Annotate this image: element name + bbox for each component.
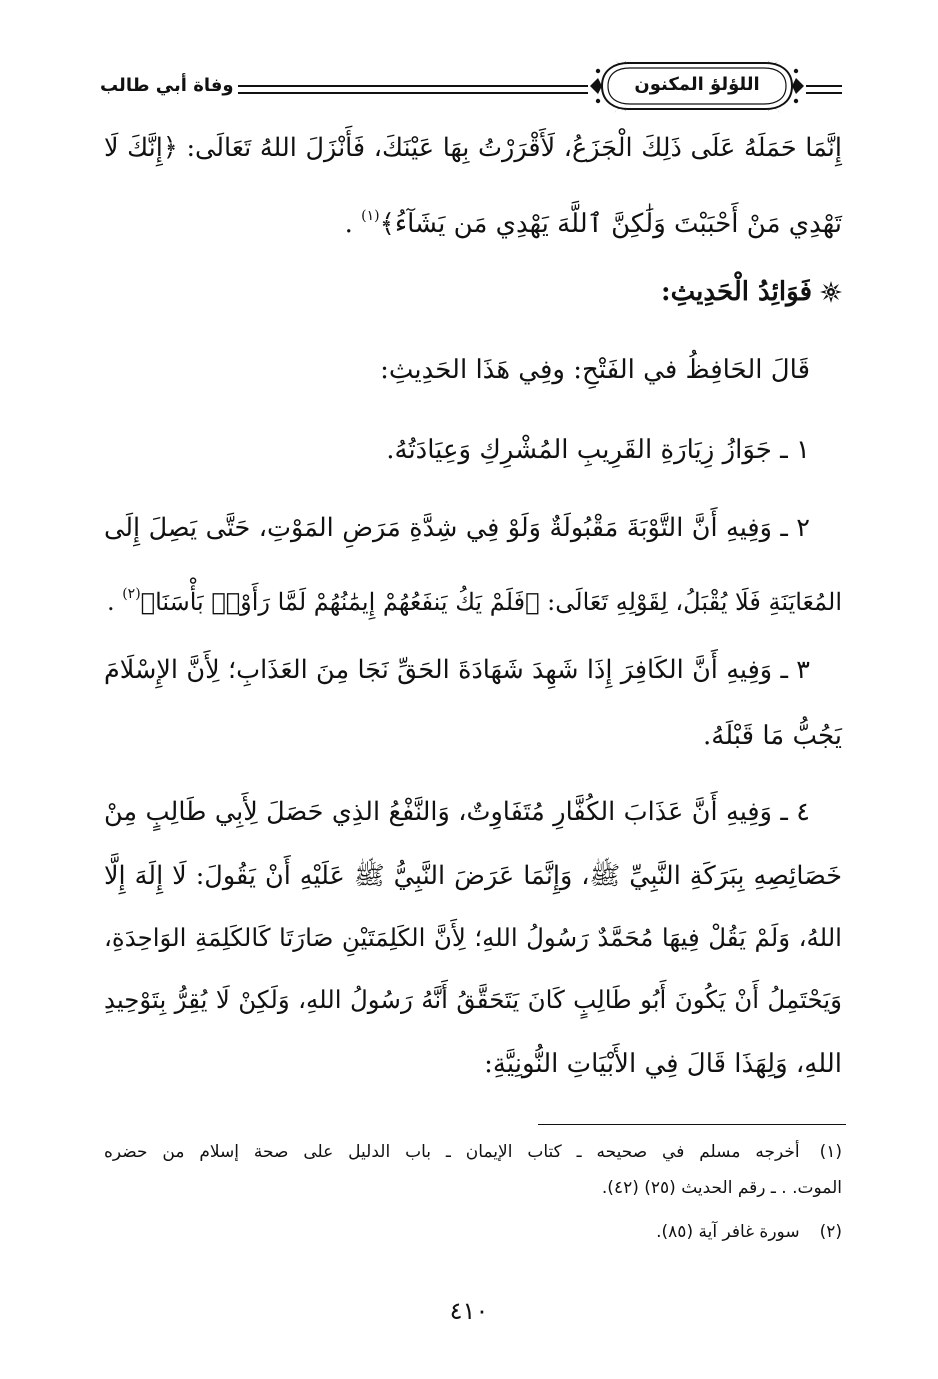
footnote-2-number: (٢) — [819, 1222, 842, 1242]
body-line-1: إِنَّمَا حَمَلَهُ عَلَى ذَلِكَ الْجَزَعُ، لَأَقْرَرْتُ بِهَا عَيْنَكَ، فَأَنْزَلَ اللهُ تَعَالَى: ﴿إِنَّكَ لَا — [104, 133, 842, 163]
footnote-1-continued: الموت. . ـ رقم الحديث (٢٥) (٤٢). — [601, 1178, 842, 1198]
header-rule-left — [238, 85, 588, 94]
footnote-ref-1: (١) — [361, 208, 380, 224]
line-end-2: . — [106, 588, 123, 616]
running-header — [100, 55, 842, 119]
footnote-1-text: أخرجه مسلم في صحيحه ـ كتاب الإيمان ـ باب الدليل على صحة إسلام من حضره — [104, 1142, 800, 1162]
section-heading — [661, 276, 842, 308]
footnote-2-text: سورة غافر آية (٨٥). — [656, 1222, 800, 1242]
point-3-line-2: يَجُبُّ مَا قَبْلَهُ. — [702, 721, 842, 751]
point-1: ١ ـ جَوَازُ زِيَارَةِ القَرِيبِ المُشْرِكِ وَعِيَادَتُهُ. — [386, 435, 810, 465]
footnote-ref-2: (٢) — [122, 586, 141, 602]
footnote-separator — [538, 1124, 846, 1125]
point-2-line-2 — [107, 578, 842, 618]
book-title-cartouche — [588, 57, 806, 115]
point-3-line-1: ٣ ـ وَفِيهِ أَنَّ الكَافِرَ إِذَا شَهِدَ شَهَادَةَ الحَقِّ نَجَا مِنَ العَذَابِ؛ لِأَنَّ الإِسْلَامَ — [104, 655, 810, 685]
quran-quote-2: المُعَايَنَةِ فَلَا يُقْبَلُ، لِقَوْلِهِ تَعَالَى: ﴿فَلَمْ يَكُ يَنفَعُهُمْ إِيمَٰنُهُمْ لَمَّا رَأَوْا۟ بَأْسَنَا﴾ — [140, 588, 842, 616]
footnote-2 — [656, 1220, 842, 1244]
footnote-1 — [104, 1140, 842, 1164]
page-number: ٤١٠ — [449, 1297, 489, 1325]
intro-line: قَالَ الحَافِظُ في الفَتْحِ: وفِي هَذَا الحَدِيثِ: — [380, 355, 810, 385]
point-4-line-3: اللهُ، وَلَمْ يَقُلْ فِيهَا مُحَمَّدٌ رَسُولُ اللهِ؛ لِأَنَّ الكَلِمَتَيْنِ صَارَتَا كَالكَلِمَةِ الوَاحِدَةِ، — [104, 923, 842, 952]
section-heading-text: فَوَائِدُ الْحَدِيثِ: — [661, 277, 812, 307]
book-title: اللؤلؤ المكنون — [634, 74, 760, 95]
line-end-1: . — [344, 209, 362, 239]
point-4-line-4: وَيَحْتَمِلُ أَنْ يَكُونَ أَبُو طَالِبٍ كَانَ يَتَحَقَّقُ أَنَّهُ رَسُولُ اللهِ، وَلَكِنْ لَا يُقِرُّ بِتَوْحِيدِ — [104, 985, 842, 1014]
footnote-1-number: (١) — [819, 1142, 842, 1162]
point-4-line-1: ٤ ـ وَفِيهِ أَنَّ عَذَابَ الكُفَّارِ مُتَفَاوِتٌ، وَالنَّفْعُ الذِي حَصَلَ لِأَبِي طَالِبٍ مِنْ — [104, 797, 810, 827]
chapter-title: وفاة أبي طالب — [100, 75, 234, 96]
header-rule-right — [806, 85, 842, 94]
point-4-line-2: خَصَائِصِهِ بِبَرَكَةِ النَّبِيِّ ﷺ، وَإِنَّمَا عَرَضَ النَّبِيُّ ﷺ عَلَيْهِ أَنْ يَقُولَ: لَا إِلَهَ إِلَّا — [104, 861, 842, 891]
flower-ornament-icon — [820, 281, 842, 303]
point-4-line-5: اللهِ، وَلِهَذَا قَالَ فِي الأَبْيَاتِ النُّونِيَّةِ: — [484, 1049, 842, 1079]
point-2-line-1: ٢ ـ وَفِيهِ أَنَّ التَّوْبَةَ مَقْبُولَةٌ وَلَوْ فِي شِدَّةِ مَرَضِ المَوْتِ، حَتَّى يَصِلَ إِلَى — [104, 513, 810, 543]
quran-quote-1: تَهْدِي مَنْ أَحْبَبْتَ وَلَٰكِنَّ ٱللَّهَ يَهْدِي مَن يَشَآءُ﴾ — [379, 209, 842, 239]
body-line-2 — [345, 200, 842, 240]
